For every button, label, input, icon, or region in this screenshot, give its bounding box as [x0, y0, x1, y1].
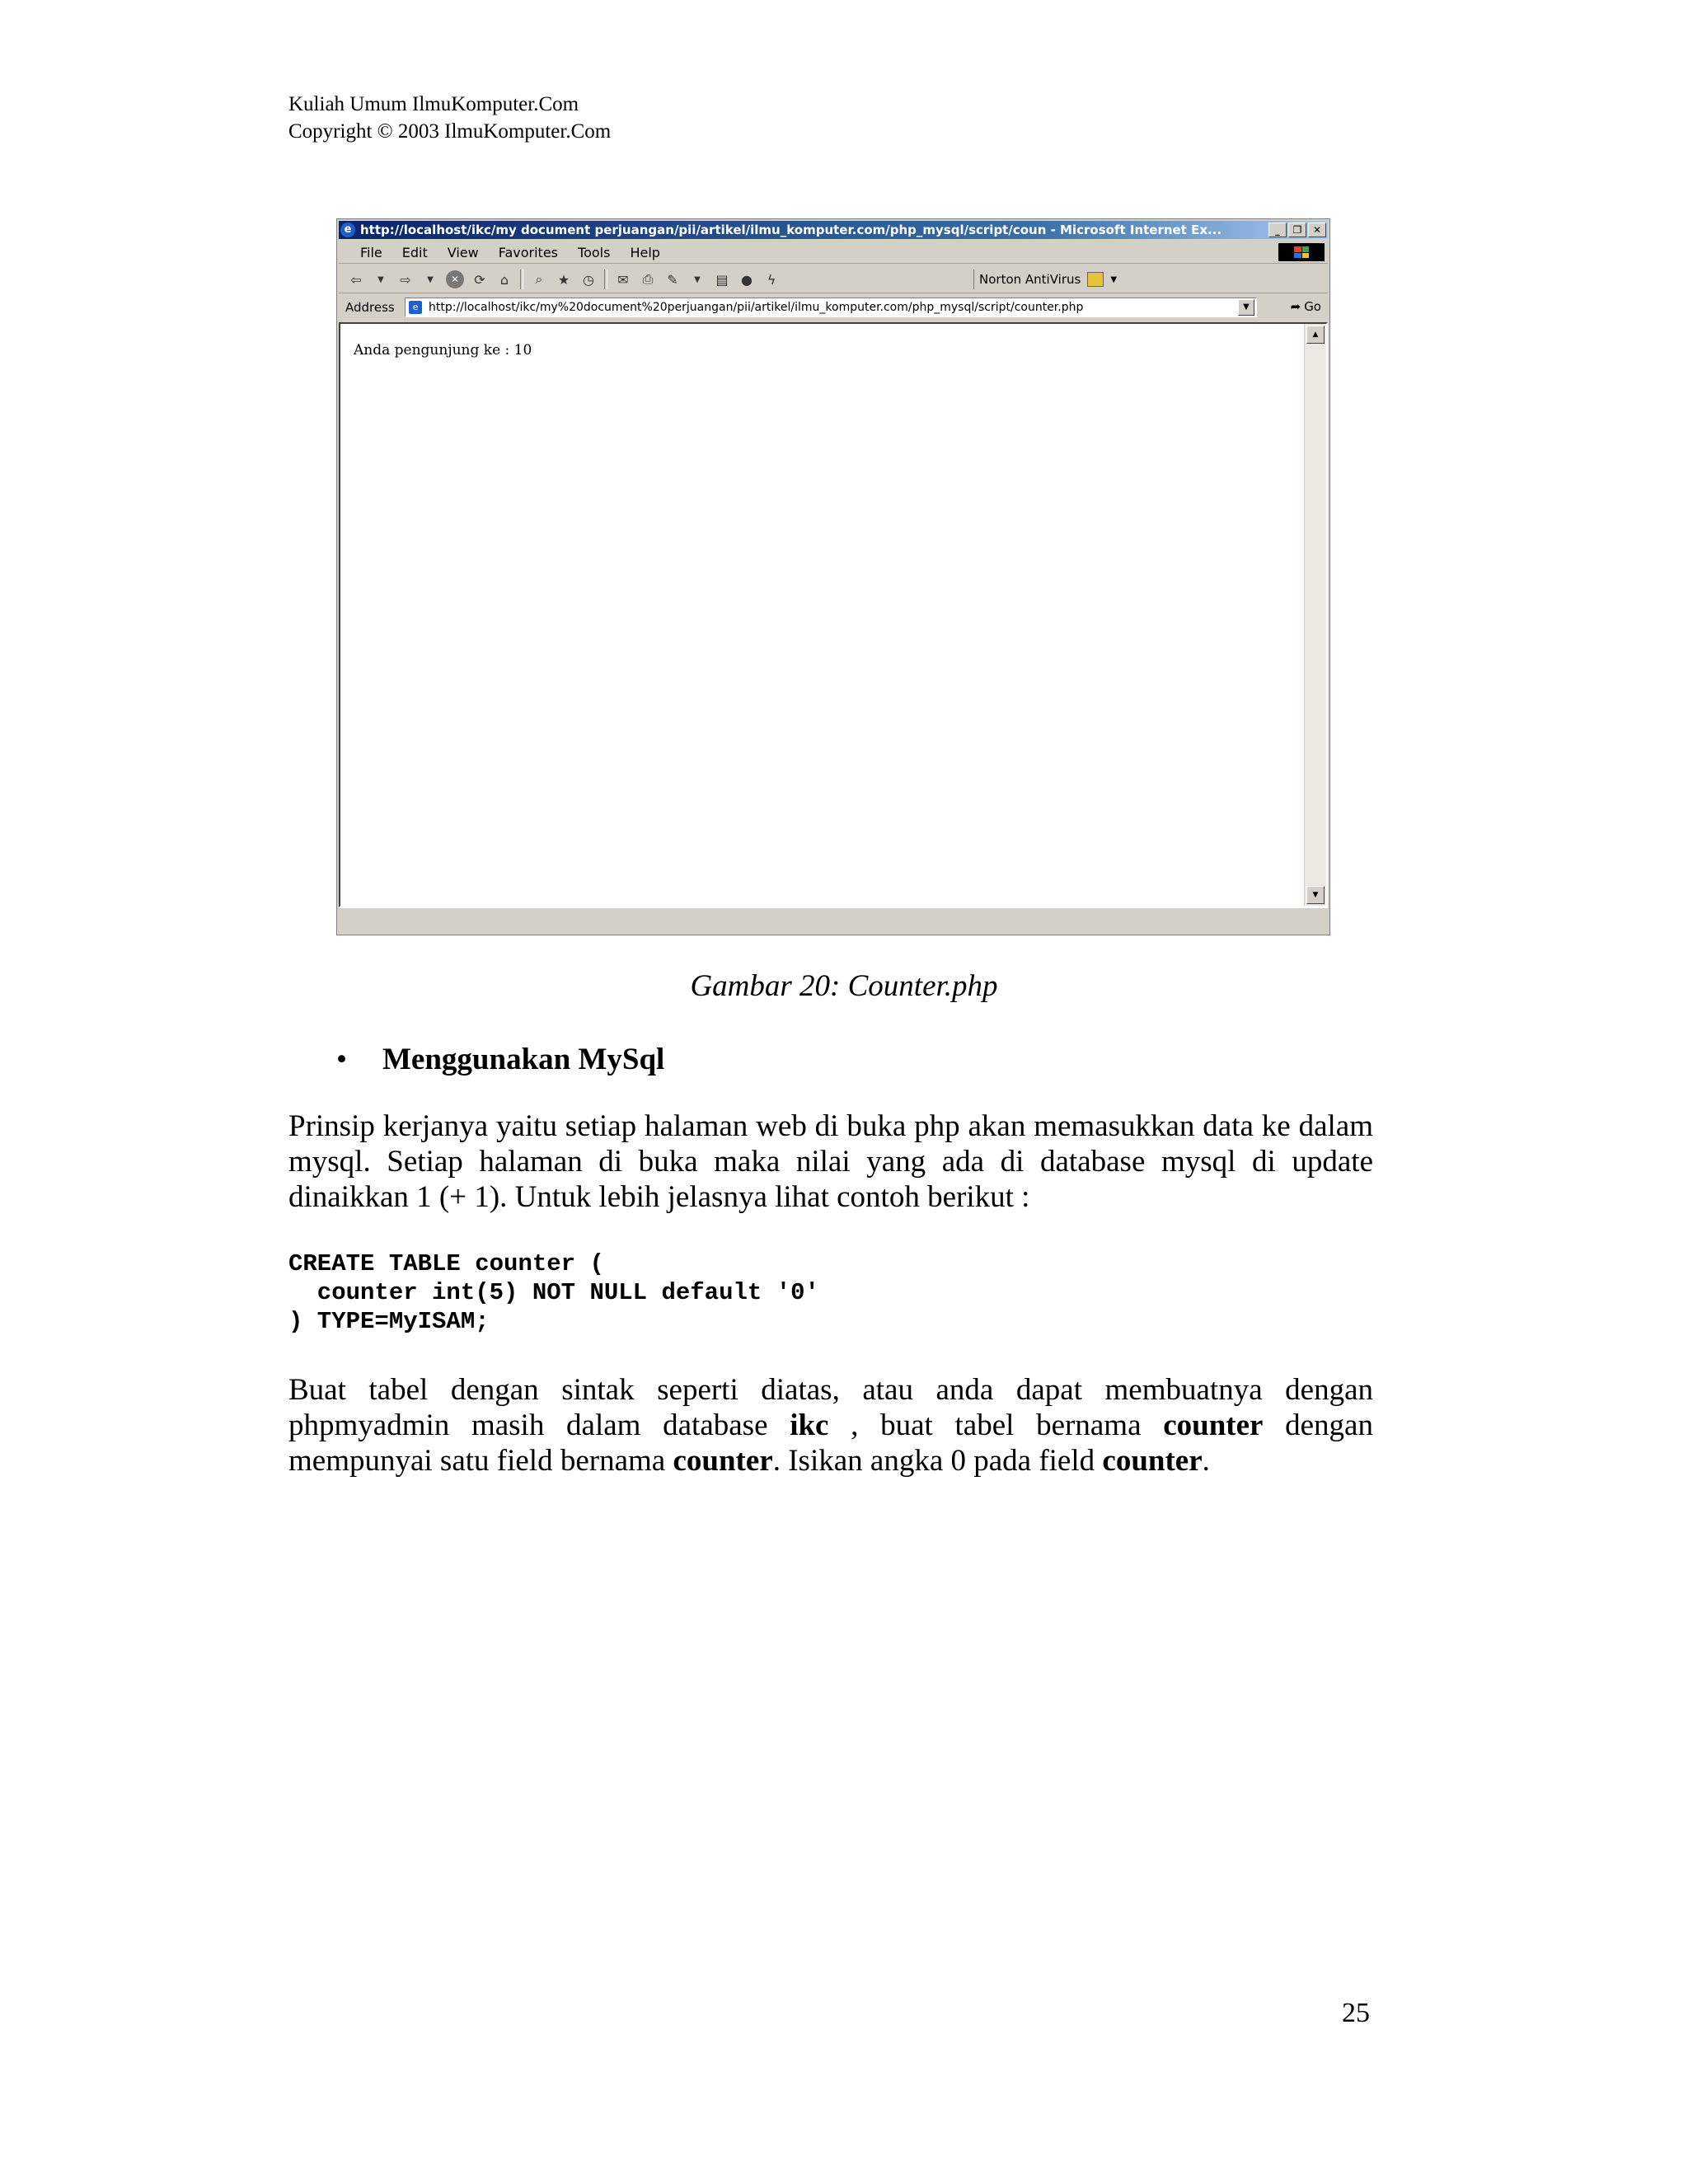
stop-icon[interactable]: ✕ — [446, 270, 464, 288]
bold-counter: counter — [1163, 1408, 1264, 1442]
page-number: 25 — [1342, 1998, 1370, 2028]
menu-help[interactable]: Help — [630, 245, 660, 260]
header-line-2: Copyright © 2003 IlmuKomputer.Com — [288, 120, 612, 143]
mail-icon[interactable]: ✉ — [617, 271, 629, 288]
edit-icon[interactable]: ✎ — [667, 271, 678, 288]
menu-view[interactable]: View — [447, 245, 479, 260]
ie-logo-icon: e — [340, 223, 355, 237]
address-url: http://localhost/ikc/my%20document%20perjuangan/pii/artikel/ilmu_komputer.com/php_mysql/script/counter.php — [429, 301, 1084, 314]
home-icon[interactable]: ⌂ — [499, 271, 509, 288]
browser-screenshot — [336, 218, 1330, 935]
favorites-icon[interactable]: ★ — [557, 271, 570, 288]
norton-dropdown-icon[interactable]: ▼ — [1110, 274, 1118, 284]
forward-icon[interactable]: ⇨ — [400, 271, 411, 288]
browser-title: http://localhost/ikc/my document perjuangan/pii/artikel/ilmu_komputer.com/php_mysql/script/coun - Microsoft Internet Ex... — [360, 223, 1222, 237]
bullet-heading-text: Menggunakan MySql — [382, 1043, 665, 1076]
print-icon[interactable]: ⎙ — [642, 271, 654, 287]
browser-viewport — [339, 322, 1328, 907]
menu-tools[interactable]: Tools — [578, 245, 611, 260]
paragraph-2 — [288, 1372, 1373, 1479]
address-label: Address — [345, 300, 395, 315]
menu-favorites[interactable]: Favorites — [498, 245, 559, 260]
browser-menubar — [339, 241, 1328, 264]
forward-dropdown-icon[interactable]: ▼ — [427, 274, 434, 284]
maximize-icon[interactable]: ❐ — [1288, 223, 1306, 237]
paragraph-2-text: . — [1202, 1444, 1210, 1478]
edit-dropdown-icon[interactable]: ▼ — [694, 274, 701, 284]
lightning-icon[interactable]: ϟ — [767, 271, 776, 288]
paragraph-2-text: . Isikan angka 0 pada field — [772, 1444, 1103, 1478]
discuss-icon[interactable]: ▤ — [715, 271, 729, 288]
bullet-icon: • — [336, 1043, 347, 1076]
window-controls — [1268, 223, 1326, 237]
go-label: Go — [1304, 299, 1321, 314]
bullet-heading — [336, 1042, 664, 1077]
menu-file[interactable]: File — [360, 245, 382, 260]
code-line: CREATE TABLE counter ( — [288, 1250, 604, 1277]
code-line: ) TYPE=MyISAM; — [288, 1308, 490, 1335]
browser-toolbar — [339, 265, 1328, 293]
paragraph-2-text: Buat tabel dengan sintak seperti diatas, atau anda dapat membuatnya dengan phpmyadmin masih dalam database — [288, 1373, 1373, 1442]
toolbar-separator — [604, 269, 607, 289]
vertical-scrollbar[interactable] — [1304, 324, 1326, 906]
go-arrow-icon: ➦ — [1290, 299, 1301, 314]
minimize-icon[interactable]: _ — [1268, 223, 1287, 237]
bold-counter: counter — [1102, 1444, 1203, 1478]
paragraph-2-text: dengan mempunyai satu field bernama — [288, 1408, 1373, 1478]
figure-caption: Gambar 20: Counter.php — [690, 969, 998, 1003]
norton-antivirus-toolbar[interactable] — [973, 269, 1117, 289]
page-header — [288, 91, 611, 145]
back-dropdown-icon[interactable]: ▼ — [377, 274, 384, 284]
windows-logo-icon — [1278, 243, 1325, 261]
header-line-1: Kuliah Umum IlmuKomputer.Com — [288, 93, 579, 115]
paragraph-1: Prinsip kerjanya yaitu setiap halaman web di buka php akan memasukkan data ke dalam mysql. Setiap halaman di buka maka nilai yang ada di database mysql di update dinaikkan 1 (+ 1). Untuk lebih jelasnya lihat contoh berikut : — [288, 1109, 1373, 1214]
history-icon[interactable]: ◷ — [583, 271, 594, 288]
norton-icon[interactable] — [1087, 272, 1104, 287]
norton-label: Norton AntiVirus — [979, 272, 1081, 287]
menu-edit[interactable]: Edit — [401, 245, 428, 260]
go-button[interactable] — [1291, 299, 1321, 314]
back-icon[interactable]: ⇦ — [350, 271, 362, 288]
close-icon[interactable]: ✕ — [1308, 223, 1326, 237]
browser-statusbar — [339, 907, 1328, 933]
code-line: counter int(5) NOT NULL default '0' — [288, 1279, 819, 1306]
visitor-counter-text: Anda pengunjung ke : 10 — [354, 342, 532, 359]
bold-counter: counter — [673, 1444, 773, 1478]
sql-code-block — [288, 1249, 819, 1336]
browser-titlebar — [339, 221, 1328, 239]
address-bar — [339, 295, 1328, 320]
address-input[interactable] — [405, 298, 1257, 317]
paragraph-2-text: , buat tabel bernama — [828, 1408, 1164, 1442]
page-icon: e — [409, 301, 422, 314]
address-dropdown-icon[interactable]: ▼ — [1238, 299, 1254, 316]
scroll-down-icon[interactable]: ▼ — [1306, 886, 1325, 904]
bold-ikc: ikc — [790, 1408, 829, 1442]
scroll-up-icon[interactable]: ▲ — [1306, 326, 1325, 344]
messenger-icon[interactable]: ● — [741, 271, 753, 288]
refresh-icon[interactable]: ⟳ — [474, 271, 485, 288]
search-icon[interactable]: ⌕ — [535, 271, 543, 287]
toolbar-separator — [520, 269, 523, 289]
